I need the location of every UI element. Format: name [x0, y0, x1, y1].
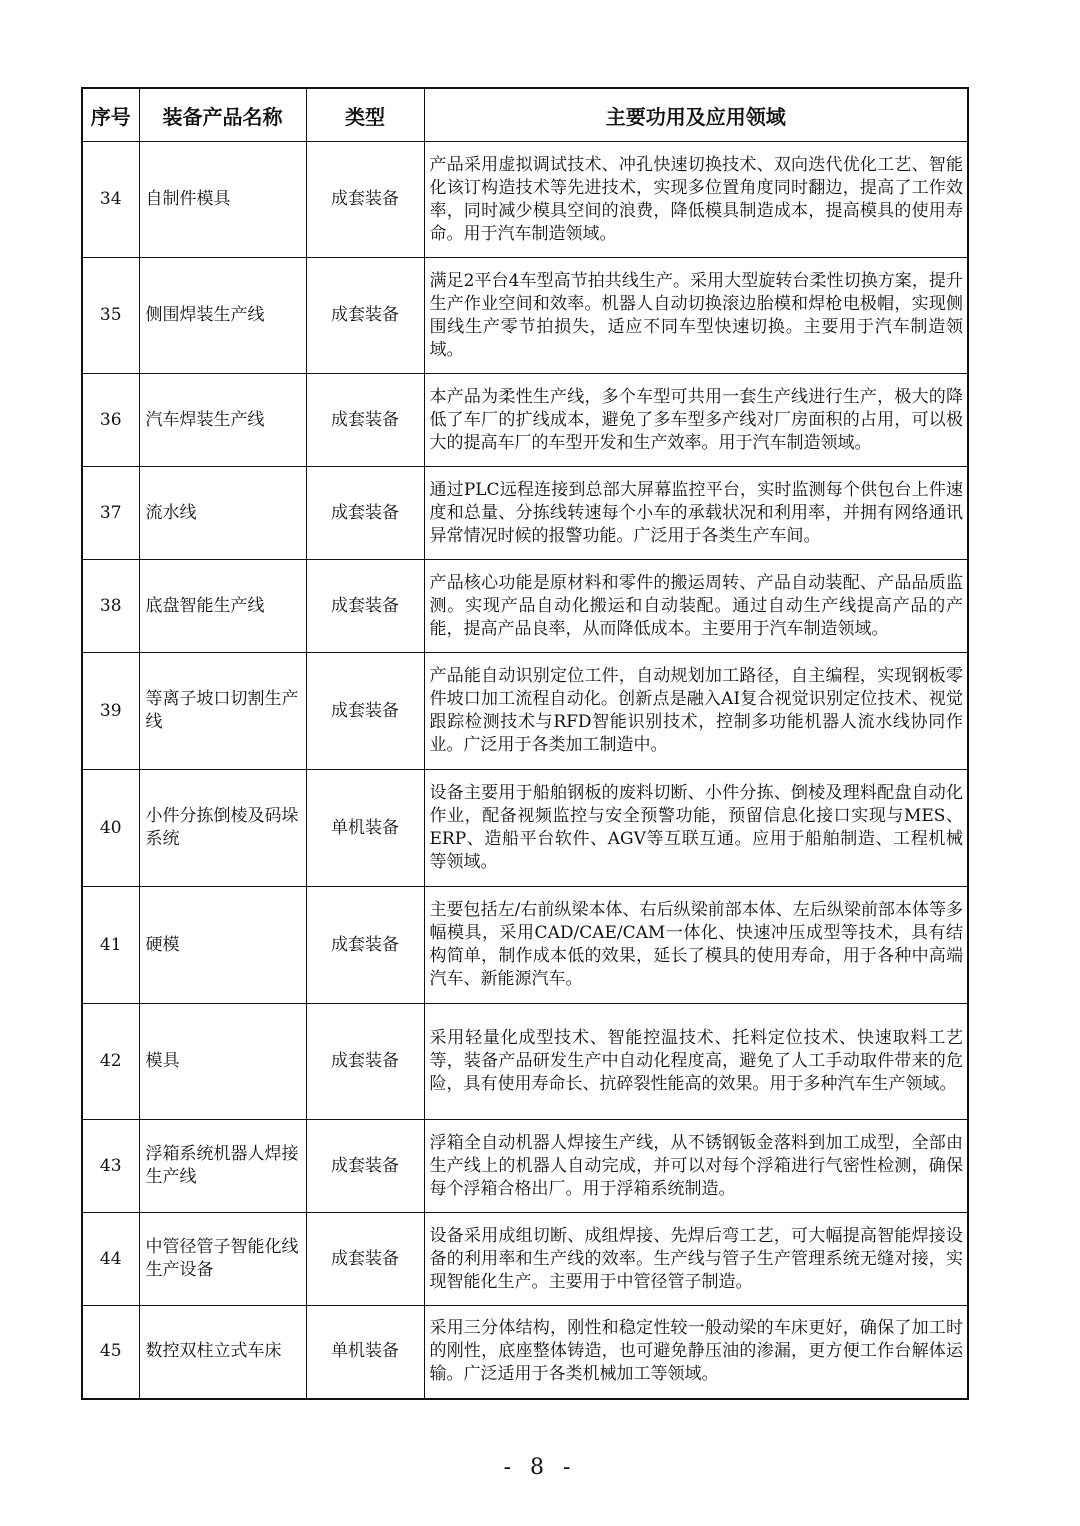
- row-serial-number: 38: [82, 560, 139, 653]
- table-row: [82, 467, 968, 560]
- table-row: [82, 887, 968, 1004]
- row-serial-number: 45: [82, 1306, 139, 1399]
- row-type: 成套装备: [306, 653, 424, 770]
- row-product-name: 流水线: [139, 467, 306, 560]
- equipment-table: [81, 87, 969, 1400]
- table-row: [82, 258, 968, 374]
- row-serial-number: 40: [82, 770, 139, 887]
- row-description: 本产品为柔性生产线，多个车型可共用一套生产线进行生产，极大的降低了车厂的扩线成本，避免了多车型多产线对厂房面积的占用，可以极大的提高车厂的车型开发和生产效率。用于汽车制造领域。: [424, 374, 968, 467]
- row-product-name: 自制件模具: [139, 142, 306, 258]
- row-description: 产品能自动识别定位工件，自动规划加工路径，自主编程，实现钢板零件坡口加工流程自动化。创新点是融入AI复合视觉识别定位技术、视觉跟踪检测技术与RFD智能识别技术，控制多功能机器人流水线协同作业。广泛用于各类加工制造中。: [424, 653, 968, 770]
- row-type: 成套装备: [306, 374, 424, 467]
- row-description: 设备采用成组切断、成组焊接、先焊后弯工艺，可大幅提高智能焊接设备的利用率和生产线的效率。生产线与管子生产管理系统无缝对接，实现智能化生产。主要用于中管径管子制造。: [424, 1213, 968, 1306]
- row-description: 满足2平台4车型高节拍共线生产。采用大型旋转台柔性切换方案，提升生产作业空间和效率。机器人自动切换滚边胎模和焊枪电极帽，实现侧围线生产零节拍损失，适应不同车型快速切换。主要用于汽车制造领域。: [424, 258, 968, 374]
- row-product-name: 等离子坡口切割生产线: [139, 653, 306, 770]
- row-product-name: 模具: [139, 1004, 306, 1120]
- table-row: [82, 374, 968, 467]
- header-type: 类型: [306, 88, 424, 142]
- row-type: 成套装备: [306, 1004, 424, 1120]
- table-row: [82, 560, 968, 653]
- row-type: 成套装备: [306, 142, 424, 258]
- row-description: 采用轻量化成型技术、智能控温技术、托料定位技术、快速取料工艺等，装备产品研发生产中自动化程度高，避免了人工手动取件带来的危险，具有使用寿命长、抗碎裂性能高的效果。用于多种汽车生产领域。: [424, 1004, 968, 1120]
- row-product-name: 中管径管子智能化线生产设备: [139, 1213, 306, 1306]
- row-type: 成套装备: [306, 467, 424, 560]
- table-header-row: [82, 88, 968, 142]
- row-product-name: 数控双柱立式车床: [139, 1306, 306, 1399]
- row-serial-number: 42: [82, 1004, 139, 1120]
- header-serial-number: 序号: [82, 88, 139, 142]
- row-type: 成套装备: [306, 887, 424, 1004]
- row-type: 成套装备: [306, 258, 424, 374]
- row-serial-number: 41: [82, 887, 139, 1004]
- table-row: [82, 1213, 968, 1306]
- row-type: 单机装备: [306, 1306, 424, 1399]
- header-product-name: 装备产品名称: [139, 88, 306, 142]
- row-description: 通过PLC远程连接到总部大屏幕监控平台，实时监测每个供包台上件速度和总量、分拣线转速每个小车的承载状况和利用率，并拥有网络通讯异常情况时候的报警功能。广泛用于各类生产车间。: [424, 467, 968, 560]
- table-row: [82, 142, 968, 258]
- row-serial-number: 36: [82, 374, 139, 467]
- row-product-name: 浮箱系统机器人焊接生产线: [139, 1120, 306, 1213]
- row-serial-number: 44: [82, 1213, 139, 1306]
- row-product-name: 硬模: [139, 887, 306, 1004]
- row-product-name: 小件分拣倒棱及码垛系统: [139, 770, 306, 887]
- row-type: 单机装备: [306, 770, 424, 887]
- row-product-name: 汽车焊装生产线: [139, 374, 306, 467]
- page-number: - 8 -: [503, 1455, 577, 1480]
- row-serial-number: 37: [82, 467, 139, 560]
- row-type: 成套装备: [306, 1120, 424, 1213]
- table-row: [82, 1004, 968, 1120]
- row-serial-number: 34: [82, 142, 139, 258]
- row-product-name: 底盘智能生产线: [139, 560, 306, 653]
- row-description: 产品核心功能是原材料和零件的搬运周转、产品自动装配、产品品质监测。实现产品自动化搬运和自动装配。通过自动生产线提高产品的产能，提高产品良率，从而降低成本。主要用于汽车制造领域。: [424, 560, 968, 653]
- row-description: 设备主要用于船舶钢板的废料切断、小件分拣、倒棱及理料配盘自动化作业，配备视频监控与安全预警功能，预留信息化接口实现与MES、ERP、造船平台软件、AGV等互联互通。应用于船舶制造、工程机械等领域。: [424, 770, 968, 887]
- row-description: 采用三分体结构，刚性和稳定性较一般动梁的车床更好，确保了加工时的刚性，底座整体铸造，也可避免静压油的渗漏，更方便工作台解体运输。广泛适用于各类机械加工等领域。: [424, 1306, 968, 1399]
- row-serial-number: 35: [82, 258, 139, 374]
- equipment-table-container: [81, 87, 967, 1400]
- table-row: [82, 1120, 968, 1213]
- header-function-application: 主要功用及应用领域: [424, 88, 968, 142]
- row-description: 浮箱全自动机器人焊接生产线，从不锈钢钣金落料到加工成型，全部由生产线上的机器人自动完成，并可以对每个浮箱进行气密性检测，确保每个浮箱合格出厂。用于浮箱系统制造。: [424, 1120, 968, 1213]
- row-product-name: 侧围焊装生产线: [139, 258, 306, 374]
- row-description: 产品采用虚拟调试技术、冲孔快速切换技术、双向迭代优化工艺、智能化该订构造技术等先进技术，实现多位置角度同时翻边，提高了工作效率，同时减少模具空间的浪费，降低模具制造成本，提高模具的使用寿命。用于汽车制造领域。: [424, 142, 968, 258]
- row-description: 主要包括左/右前纵梁本体、右后纵梁前部本体、左后纵梁前部本体等多幅模具，采用CAD/CAE/CAM一体化、快速冲压成型等技术，具有结构简单，制作成本低的效果，延长了模具的使用寿命，用于各种中高端汽车、新能源汽车。: [424, 887, 968, 1004]
- table-row: [82, 653, 968, 770]
- table-row: [82, 1306, 968, 1399]
- row-type: 成套装备: [306, 1213, 424, 1306]
- row-serial-number: 39: [82, 653, 139, 770]
- row-type: 成套装备: [306, 560, 424, 653]
- row-serial-number: 43: [82, 1120, 139, 1213]
- table-row: [82, 770, 968, 887]
